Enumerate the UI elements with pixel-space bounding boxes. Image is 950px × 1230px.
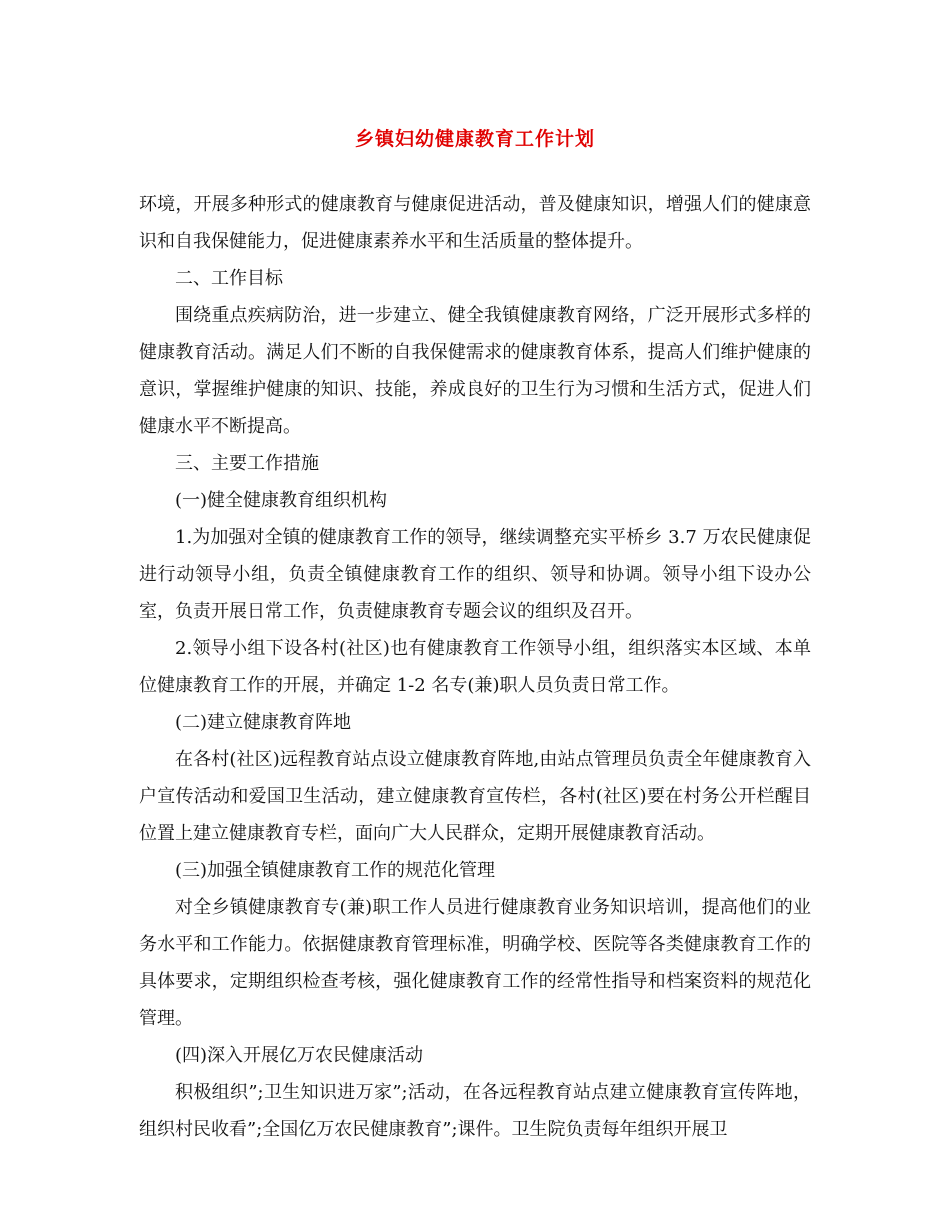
body-paragraph: 1.为加强对全镇的健康教育工作的领导，继续调整充实平桥乡 3.7 万农民健康促进行动领导小组，负责全镇健康教育工作的组织、领导和协调。领导小组下设办公室，负责开展日常工作，负责健康教育专题会议的组织及召开。 bbox=[139, 527, 811, 622]
body-paragraph: 积极组织”;卫生知识进万家”;活动，在各远程教育站点建立健康教育宣传阵地，组织村民收看”;全国亿万农民健康教育”;课件。卫生院负责每年组织开展卫 bbox=[139, 1082, 811, 1140]
document-title: 乡镇妇幼健康教育工作计划 bbox=[354, 128, 595, 150]
body-paragraph: 环境，开展多种形式的健康教育与健康促进活动，普及健康知识，增强人们的健康意识和自我保健能力，促进健康素养水平和生活质量的整体提升。 bbox=[139, 194, 811, 252]
body-paragraph: 2.领导小组下设各村(社区)也有健康教育工作领导小组，组织落实本区域、本单位健康教育工作的开展，并确定 1-2 名专(兼)职人员负责日常工作。 bbox=[139, 638, 811, 696]
body-paragraph: 在各村(社区)远程教育站点设立健康教育阵地,由站点管理员负责全年健康教育入户宣传活动和爱国卫生活动，建立健康教育宣传栏，各村(社区)要在村务公开栏醒目位置上建立健康教育专栏，面向广大人民群众，定期开展健康教育活动。 bbox=[139, 749, 811, 844]
section-heading-measures: 三、主要工作措施 bbox=[175, 453, 319, 474]
subsection-heading: (三)加强全镇健康教育工作的规范化管理 bbox=[175, 860, 496, 881]
subsection-heading: (一)健全健康教育组织机构 bbox=[175, 490, 388, 511]
body-paragraph: 对全乡镇健康教育专(兼)职工作人员进行健康教育业务知识培训，提高他们的业务水平和工作能力。依据健康教育管理标准，明确学校、医院等各类健康教育工作的具体要求，定期组织检查考核，强化健康教育工作的经常性指导和档案资料的规范化管理。 bbox=[139, 897, 811, 1029]
body-paragraph: 围绕重点疾病防治，进一步建立、健全我镇健康教育网络，广泛开展形式多样的健康教育活动。满足人们不断的自我保健需求的健康教育体系，提高人们维护健康的意识，掌握维护健康的知识、技能，养成良好的卫生行为习惯和生活方式，促进人们健康水平不断提高。 bbox=[139, 305, 811, 437]
subsection-heading: (二)建立健康教育阵地 bbox=[175, 712, 352, 733]
section-heading-goals: 二、工作目标 bbox=[175, 268, 283, 289]
subsection-heading: (四)深入开展亿万农民健康活动 bbox=[175, 1045, 424, 1066]
document-body bbox=[139, 186, 811, 1148]
